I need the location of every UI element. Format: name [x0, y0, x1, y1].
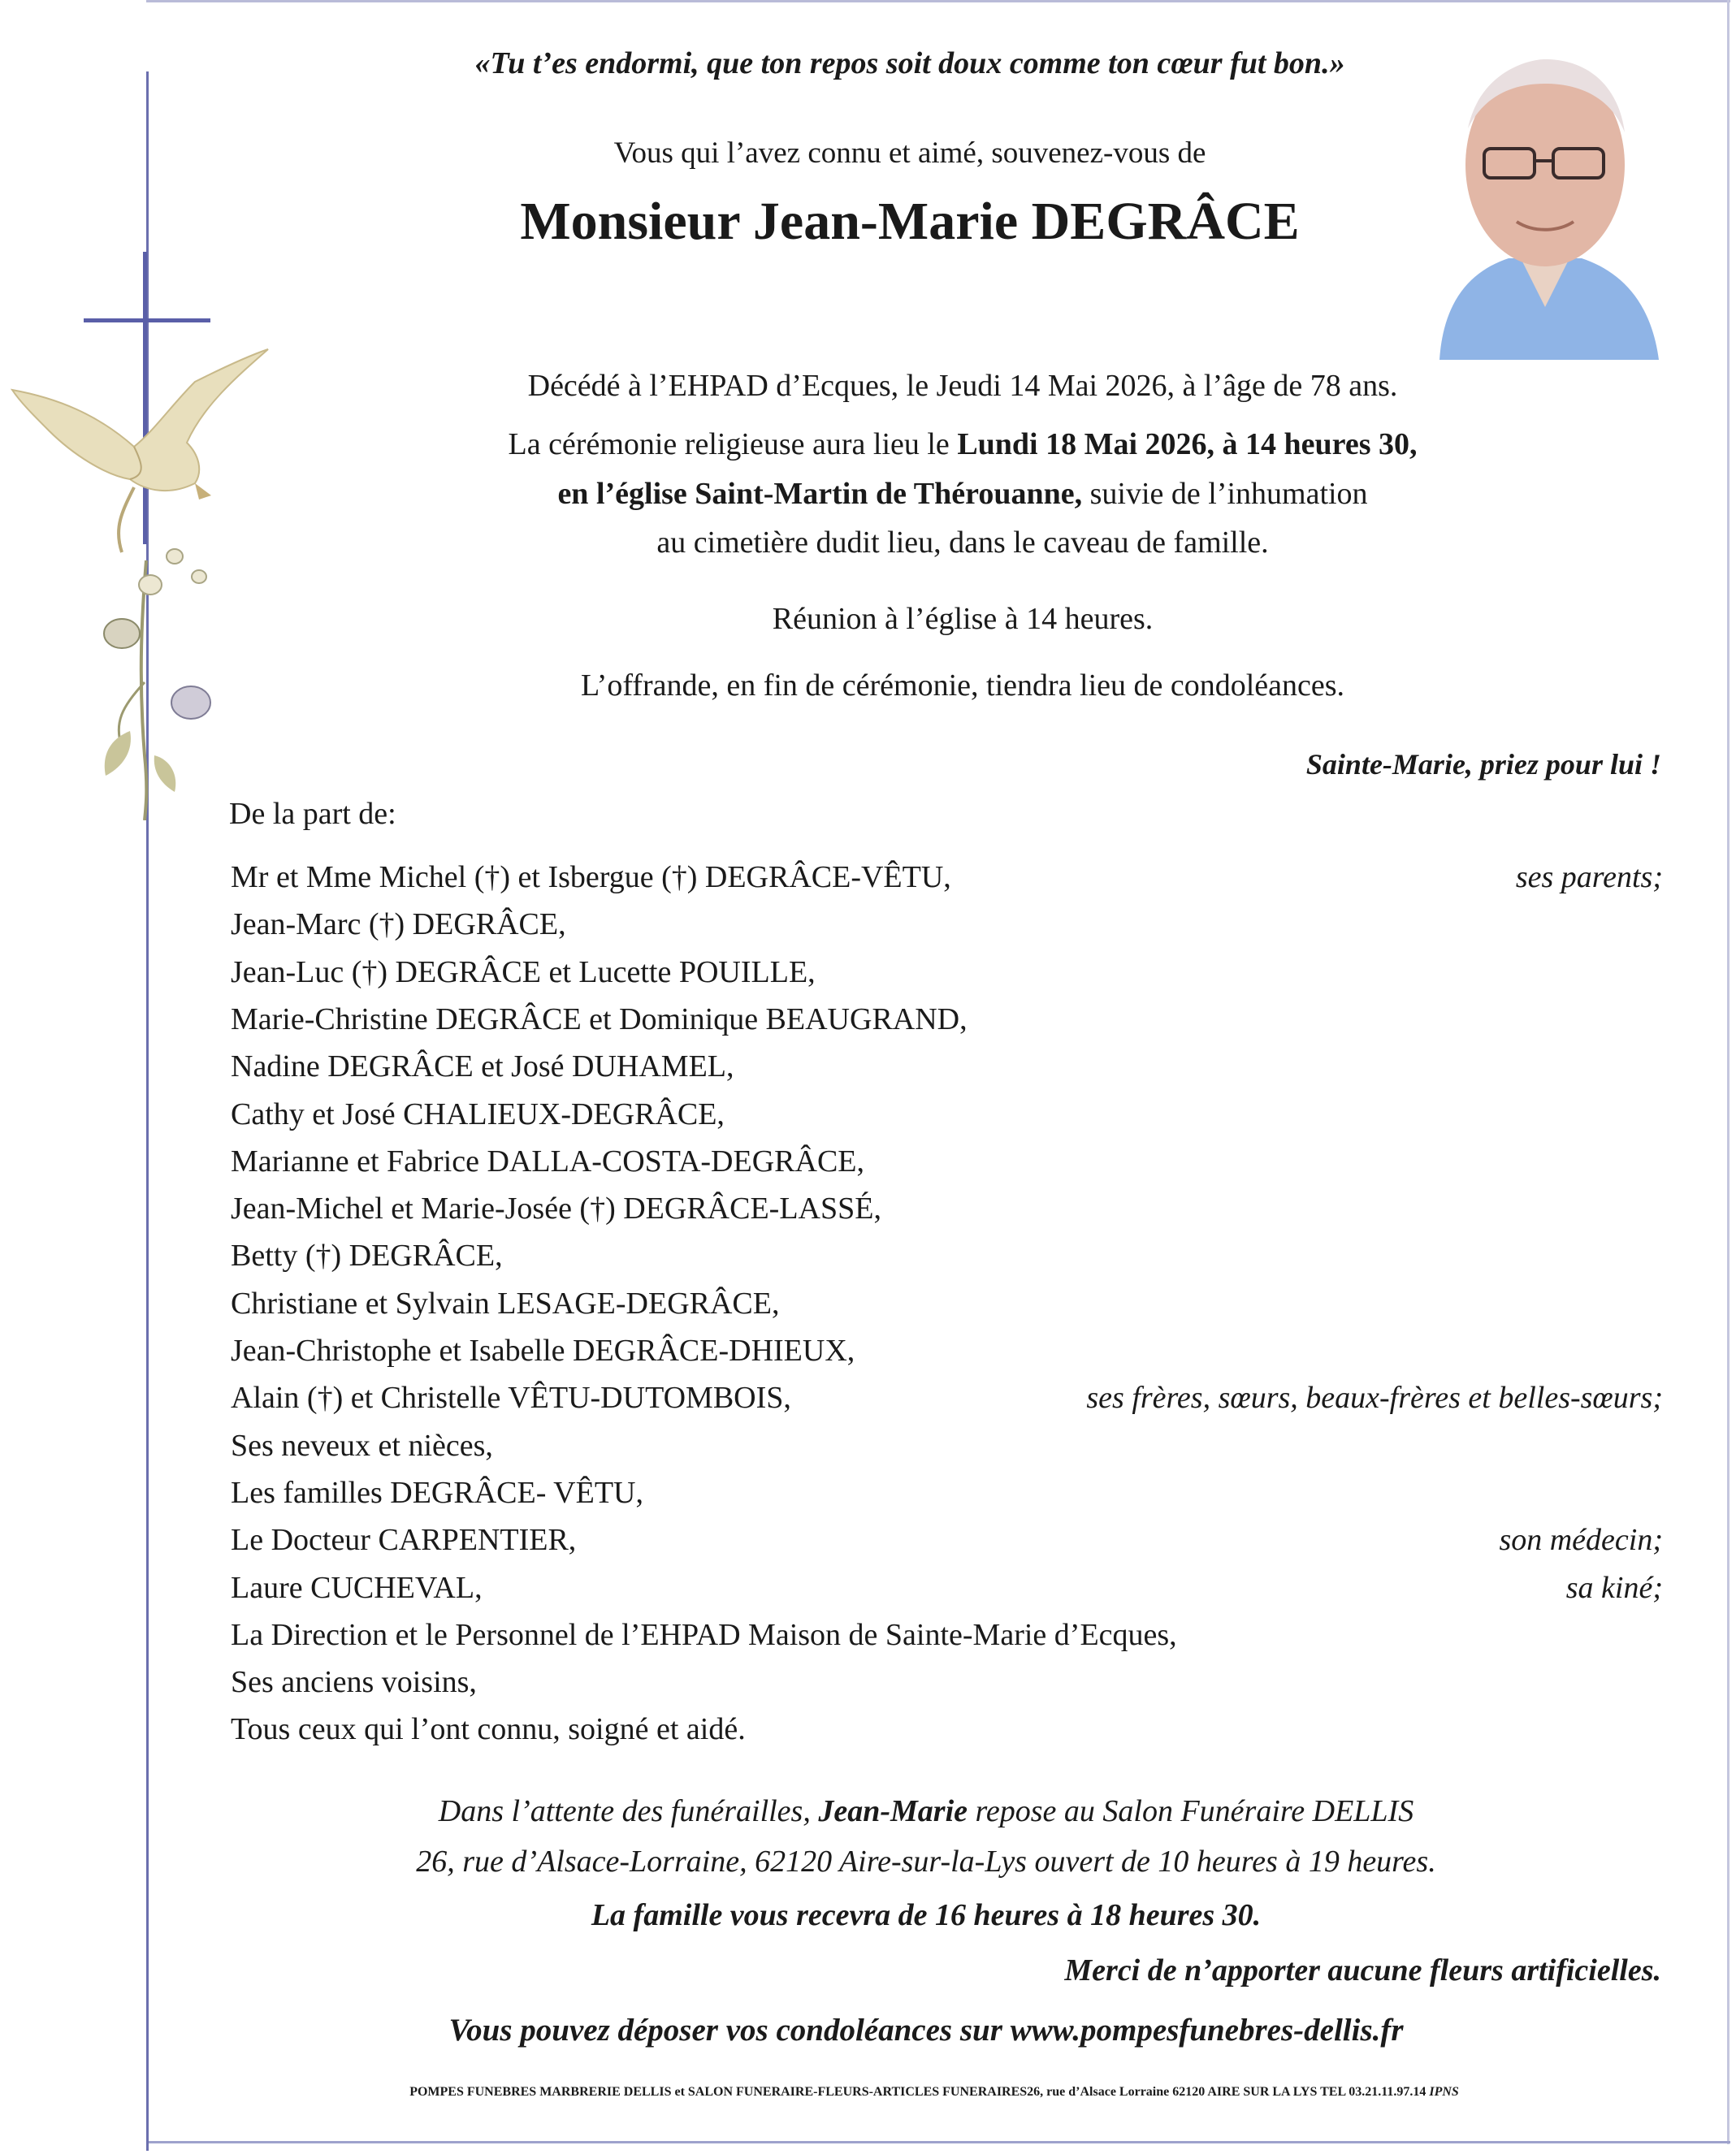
- prayer-line: Sainte-Marie, priez pour lui !: [1305, 748, 1661, 781]
- dove-icon: [12, 349, 268, 552]
- condolences-link[interactable]: Vous pouvez déposer vos condoléances sur www.pompesfunebres-dellis.fr: [448, 2013, 1404, 2048]
- ceremony-church: en l’église Saint-Martin de Thérouanne,: [557, 477, 1083, 511]
- family-member-line: Marie-Christine DEGRÂCE et Dominique BEAUGRAND,: [231, 1002, 968, 1036]
- family-member-line: La Direction et le Personnel de l’EHPAD Maison de Sainte-Marie d’Ecques,: [231, 1618, 1177, 1652]
- wake-line-1: [276, 1793, 1576, 1829]
- family-reception: La famille vous recevra de 16 heures à 18 heures 30.: [591, 1898, 1262, 1932]
- family-member-line: Mr et Mme Michel (†) et Isbergue (†) DEGRÂCE-VÊTU,: [231, 860, 951, 894]
- family-member-line: Jean-Luc (†) DEGRÂCE et Lucette POUILLE,: [231, 955, 816, 989]
- footer-text: POMPES FUNEBRES MARBRERIE DELLIS et SALON FUNERAIRE-FLEURS-ARTICLES FUNERAIRES26, rue d’Alsace Lorraine 62120 AIRE SUR LA LYS TEL 03.21.11.97.14: [409, 2085, 1430, 2099]
- family-member-line: Marianne et Fabrice DALLA-COSTA-DEGRÂCE,: [231, 1144, 865, 1179]
- family-member-line: Ses anciens voisins,: [231, 1665, 477, 1699]
- family-member-line: Christiane et Sylvain LESAGE-DEGRÂCE,: [231, 1287, 780, 1321]
- offrande-line: L’offrande, en fin de cérémonie, tiendra lieu de condoléances.: [580, 668, 1345, 703]
- family-relation: son médecin;: [1499, 1523, 1663, 1557]
- death-notice: Décédé à l’EHPAD d’Ecques, le Jeudi 14 Mai 2026, à l’âge de 78 ans.: [527, 369, 1398, 403]
- epitaph-quote: «Tu t’es endormi, que ton repos soit doux comme ton cœur fut bon.»: [474, 46, 1345, 80]
- intro-line: Vous qui l’avez connu et aimé, souvenez-vous de: [613, 136, 1206, 170]
- family-member-line: Nadine DEGRÂCE et José DUHAMEL,: [231, 1049, 734, 1083]
- portrait-photo: [1423, 39, 1667, 360]
- family-member-line: Jean-Marc (†) DEGRÂCE,: [231, 907, 566, 941]
- wake-name: Jean-Marie: [818, 1794, 968, 1828]
- flower-branch-icon: [104, 549, 210, 820]
- wake-address: 26, rue d’Alsace-Lorraine, 62120 Aire-sur-la-Lys ouvert de 10 heures à 19 heures.: [416, 1845, 1436, 1879]
- family-member-line: Les familles DEGRÂCE- VÊTU,: [231, 1476, 643, 1510]
- family-member-line: Betty (†) DEGRÂCE,: [231, 1239, 503, 1273]
- footer-tag: IPNS: [1429, 2085, 1459, 2099]
- ceremony-line-1: [292, 426, 1633, 462]
- page-frame-bottom: [146, 2141, 1730, 2143]
- family-relation: sa kiné;: [1565, 1571, 1663, 1605]
- reunion-line: Réunion à l’église à 14 heures.: [772, 602, 1154, 636]
- flowers-notice: Merci de n’apporter aucune fleurs artificielles.: [1064, 1953, 1661, 1987]
- ceremony-date: Lundi 18 Mai 2026, à 14 heures 30,: [957, 427, 1418, 461]
- family-member-line: Laure CUCHEVAL,: [231, 1571, 483, 1605]
- ceremony-text-2: suivie de l’inhumation: [1082, 477, 1368, 511]
- family-member-line: Alain (†) et Christelle VÊTU-DUTOMBOIS,: [231, 1381, 791, 1415]
- ceremony-line-2: [292, 476, 1633, 512]
- family-member-line: Jean-Michel et Marie-Josée (†) DEGRÂCE-LASSÉ,: [231, 1192, 881, 1226]
- family-member-line: Cathy et José CHALIEUX-DEGRÂCE,: [231, 1097, 725, 1131]
- deceased-name: Monsieur Jean-Marie DEGRÂCE: [520, 192, 1300, 251]
- cross-icon-bar: [84, 318, 210, 322]
- funeral-home-footer: [162, 2085, 1706, 2100]
- from-label: De la part de:: [229, 797, 396, 831]
- wake-text: Dans l’attente des funérailles,: [438, 1794, 819, 1828]
- family-member-line: Jean-Christophe et Isabelle DEGRÂCE-DHIEUX,: [231, 1334, 855, 1368]
- family-relation: ses parents;: [1515, 860, 1663, 894]
- family-member-line: Ses neveux et nièces,: [231, 1429, 493, 1463]
- ceremony-line-3: au cimetière dudit lieu, dans le caveau de famille.: [656, 526, 1269, 560]
- wake-text-2: repose au Salon Funéraire DELLIS: [968, 1794, 1414, 1828]
- ceremony-text: La cérémonie religieuse aura lieu le: [508, 427, 958, 461]
- family-member-line: Le Docteur CARPENTIER,: [231, 1523, 577, 1557]
- page-frame-top: [146, 0, 1730, 2]
- family-relation: ses frères, sœurs, beaux-frères et belles-sœurs;: [1086, 1381, 1663, 1415]
- family-member-line: Tous ceux qui l’ont connu, soigné et aidé.: [231, 1712, 746, 1746]
- dove-flower-decoration: [0, 333, 292, 820]
- page-frame-right: [1727, 0, 1730, 2144]
